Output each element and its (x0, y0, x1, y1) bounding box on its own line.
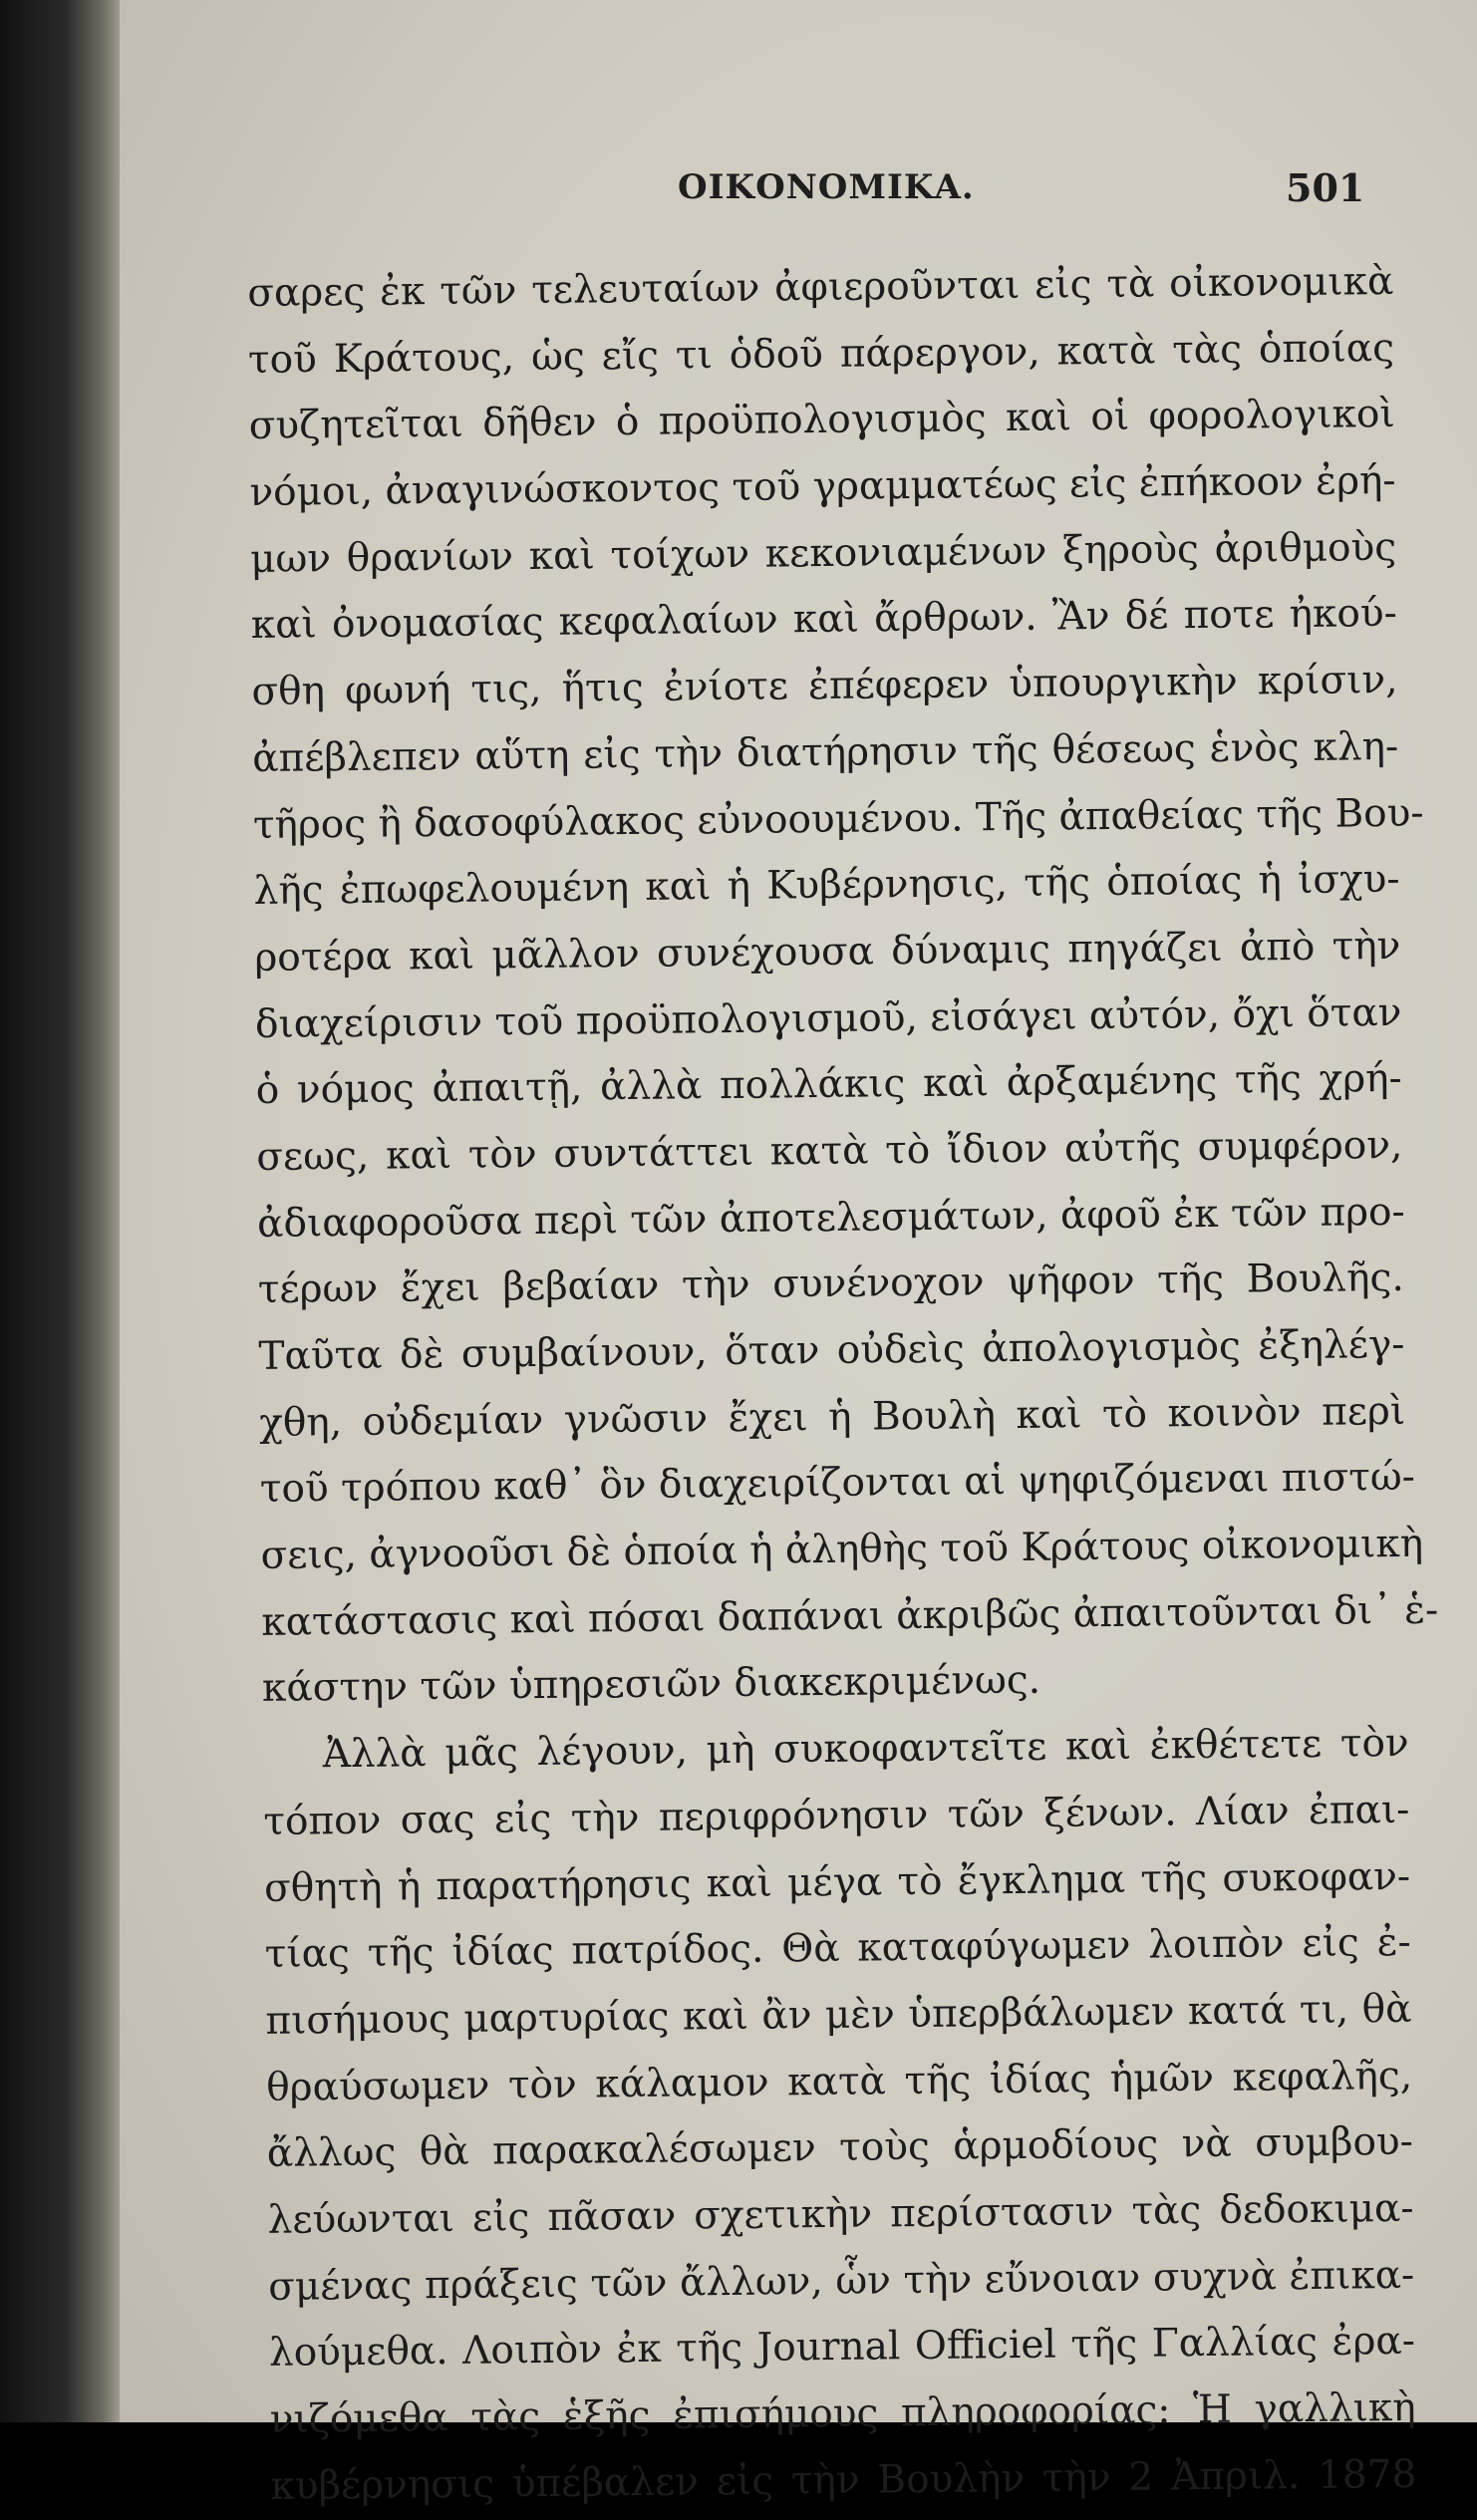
text-line: Ταῦτα δὲ συμβαίνουν, ὅταν οὐδεὶς ἀπολογισμὸς ἐξηλέγ- (258, 1321, 1405, 1379)
text-line: πισήμους μαρτυρίας καὶ ἂν μὲν ὑπερβάλωμεν κατά τι, θὰ (265, 1986, 1412, 2044)
page-header (120, 167, 1477, 227)
text-line: ἀπέβλεπεν αὕτη εἰς τὴν διατήρησιν τῆς θέσεως ἑνὸς κλη- (251, 723, 1399, 781)
text-line: κατάστασις καὶ πόσαι δαπάναι ἀκριβῶς ἀπαιτοῦνται δι᾽ ἑ- (261, 1587, 1439, 1645)
text-line: σαρες ἐκ τῶν τελευταίων ἀφιεροῦνται εἰς τὰ οἰκονομικὰ (247, 258, 1394, 316)
text-line: λεύωνται εἰς πᾶσαν σχετικὴν περίστασιν τὰς δεδοκιμα- (267, 2185, 1414, 2243)
text-line: τοῦ Κράτους, ὡς εἴς τι ὁδοῦ πάρεργον, κατὰ τὰς ὁποίας (247, 325, 1395, 383)
text-line: λούμεθα. Λοιπὸν ἐκ τῆς Journal Officiel τῆς Γαλλίας ἐρα- (268, 2319, 1416, 2377)
text-line: τέρων ἔχει βεβαίαν τὴν συνένοχον ψῆφον τῆς Βουλῆς. (257, 1256, 1404, 1313)
text-line: συζητεῖται δῆθεν ὁ προϋπολογισμὸς καὶ οἱ φορολογικοὶ (248, 392, 1395, 449)
text-line: θραύσωμεν τὸν κάλαμον κατὰ τῆς ἰδίας ἡμῶν κεφαλῆς, (265, 2053, 1413, 2110)
text-line: διαχείρισιν τοῦ προϋπολογισμοῦ, εἰσάγει αὐτόν, ὄχι ὅταν (254, 989, 1402, 1047)
text-line: καὶ ὀνομασίας κεφαλαίων καὶ ἄρθρων. Ἂν δέ ποτε ἠκού- (250, 591, 1398, 649)
text-line: τοῦ τρόπου καθ᾽ ὃν διαχειρίζονται αἱ ψηφιζόμεναι πιστώ- (259, 1455, 1416, 1513)
text-line: τόπον σας εἰς τὴν περιφρόνησιν τῶν ξένων. Λίαν ἐπαι- (263, 1787, 1410, 1844)
text-line: ροτέρα καὶ μᾶλλον συνέχουσα δύναμις πηγάζει ἀπὸ τὴν (254, 923, 1401, 980)
book-page (120, 0, 1477, 2509)
text-line: λῆς ἐπωφελουμένη καὶ ἡ Κυβέρνησις, τῆς ὁποίας ἡ ἰσχυ- (253, 857, 1400, 915)
text-line: ἄλλως θὰ παρακαλέσωμεν τοὺς ἁρμοδίους νὰ συμβου- (266, 2119, 1414, 2177)
page-number: 501 (1286, 165, 1365, 210)
text-line: σεις, ἀγνοοῦσι δὲ ὁποία ἡ ἀληθὴς τοῦ Κράτους οἰκονομικὴ (260, 1521, 1424, 1578)
body-text (247, 249, 1439, 2520)
text-line: ἀδιαφοροῦσα περὶ τῶν ἀποτελεσμάτων, ἀφοῦ ἐκ τῶν προ- (256, 1189, 1405, 1247)
text-line: σθη φωνή τις, ἥτις ἐνίοτε ἐπέφερεν ὑπουργικὴν κρίσιν, (251, 658, 1398, 715)
running-title: ΟΙΚΟΝΟΜΙΚΑ. (678, 167, 975, 207)
text-line: χθη, οὐδεμίαν γνῶσιν ἔχει ἡ Βουλὴ καὶ τὸ κοινὸν περὶ (258, 1388, 1406, 1446)
book-binding-shadow (0, 0, 120, 2422)
text-line: νιζόμεθα τὰς ἑξῆς ἐπισήμους πληροφορίας: Ἡ γαλλικὴ (269, 2384, 1416, 2442)
text-line: κυβέρνησις ὑπέβαλεν εἰς τὴν Βουλὴν τὴν 2 Ἀπριλ. 1878 (270, 2451, 1417, 2509)
text-line: τῆρος ἢ δασοφύλακος εὐνοουμένου. Τῆς ἀπαθείας τῆς Βου- (252, 790, 1424, 848)
text-line: σθητὴ ἡ παρατήρησις καὶ μέγα τὸ ἔγκλημα τῆς συκοφαν- (263, 1853, 1411, 1911)
text-line: μων θρανίων καὶ τοίχων κεκονιαμένων ξηροὺς ἀριθμοὺς (249, 524, 1397, 582)
text-line: ὁ νόμος ἀπαιτῇ, ἀλλὰ πολλάκις καὶ ἀρξαμένης τῆς χρή- (255, 1056, 1402, 1114)
text-line: σμένας πράξεις τῶν ἄλλων, ὧν τὴν εὔνοιαν συχνὰ ἐπικα- (268, 2252, 1415, 2310)
text-line: σεως, καὶ τὸν συντάττει κατὰ τὸ ἴδιον αὐτῆς συμφέρον, (256, 1122, 1403, 1180)
text-line: κάστην τῶν ὑπηρεσιῶν διακεκριμένως. (261, 1658, 1041, 1712)
text-line: νόμοι, ἀναγινώσκοντος τοῦ γραμματέως εἰς ἐπήκοον ἐρή- (249, 458, 1396, 516)
text-line: τίας τῆς ἰδίας πατρίδος. Θὰ καταφύγωμεν λοιπὸν εἰς ἐ- (264, 1920, 1411, 1978)
text-line: Ἀλλὰ μᾶς λέγουν, μὴ συκοφαντεῖτε καὶ ἐκθέτετε τὸν (322, 1721, 1409, 1778)
